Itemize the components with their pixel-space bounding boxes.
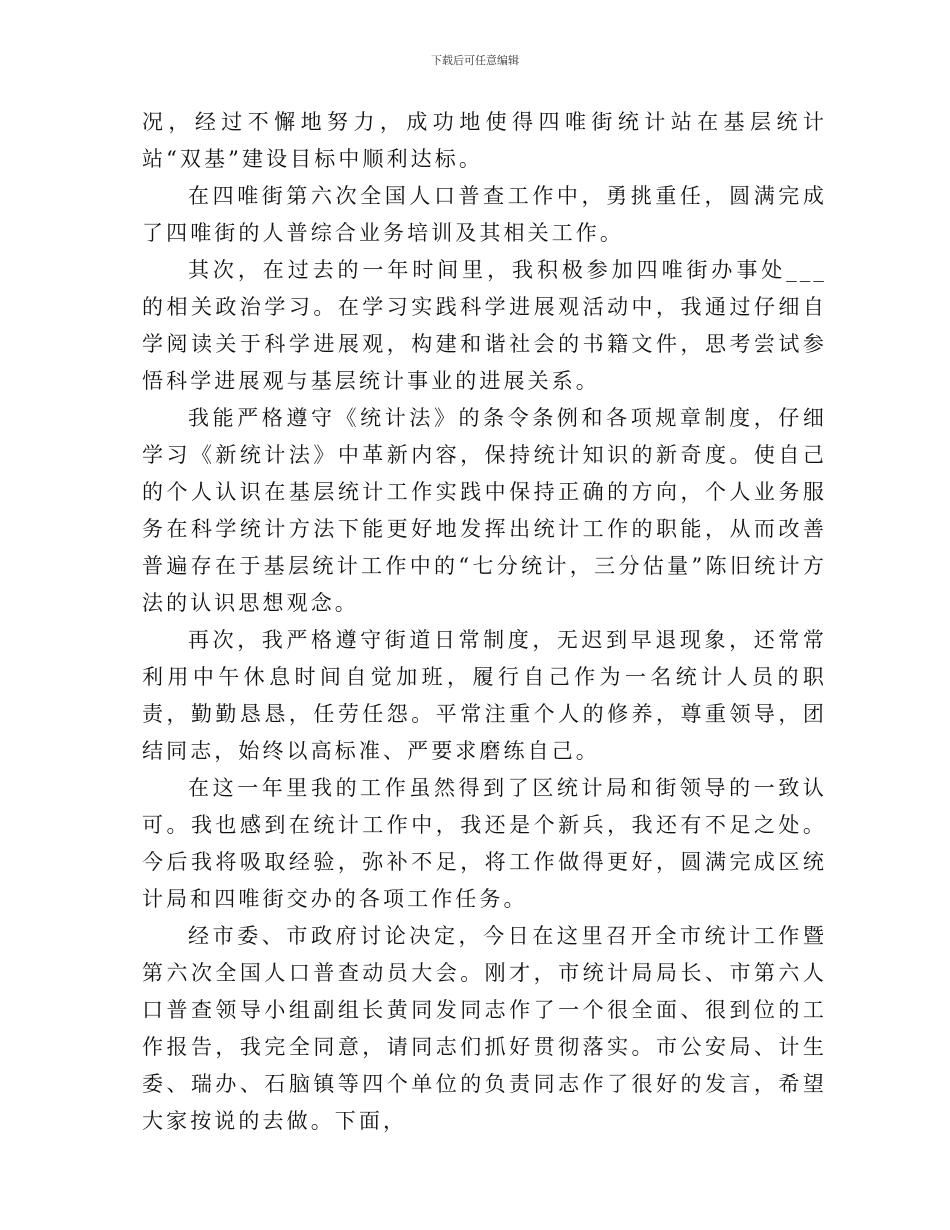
paragraph-census-work: 在四唯街第六次全国人口普查工作中，勇挑重任，圆满完成了四唯街的人普综合业务培训及其相关工作。 bbox=[142, 184, 827, 245]
paragraph-statistics-law: 我能严格遵守《统计法》的条令条例和各项规章制度，仔细学习《新统计法》中革新内容，保持统计知识的新奇度。使自己的个人认识在基层统计工作实践中保持正确的方向，个人业务服务在科学统计方法下能更好地发挥出统计工作的职能，从而改善普遍存在于基层统计工作中的“七分统计，三分估量”陈旧统计方法的认识思想观念。 bbox=[142, 406, 827, 615]
paragraph-continuation: 况，经过不懈地努力，成功地使得四唯街统计站在基层统计站“双基”建设目标中顺利达标。 bbox=[142, 110, 827, 171]
paragraph-self-assessment: 在这一年里我的工作虽然得到了区统计局和街领导的一致认可。我也感到在统计工作中，我还是个新兵，我还有不足之处。今后我将吸取经验，弥补不足，将工作做得更好，圆满完成区统计局和四唯街交办的各项工作任务。 bbox=[142, 776, 827, 911]
paragraph-discipline: 再次，我严格遵守街道日常制度，无迟到早退现象，还常常利用中午休息时间自觉加班，履行自己作为一名统计人员的职责，勤勤恳恳，任劳任怨。平常注重个人的修养，尊重领导，团结同志，始终以高标准、严要求磨练自己。 bbox=[142, 628, 827, 763]
paragraph-conference-speech: 经市委、市政府讨论决定，今日在这里召开全市统计工作暨第六次全国人口普查动员大会。刚才，市统计局局长、市第六人口普查领导小组副组长黄同发同志作了一个很全面、很到位的工作报告，我完全同意，请同志们抓好贯彻落实。市公安局、计生委、瑞办、石脑镇等四个单位的负责同志作了很好的发言，希望大家按说的去做。下面， bbox=[142, 924, 827, 1133]
paragraph-political-study: 其次，在过去的一年时间里，我积极参加四唯街办事处___的相关政治学习。在学习实践科学进展观活动中，我通过仔细自学阅读关于科学进展观，构建和谐社会的书籍文件，思考尝试参悟科学进展观与基层统计事业的进展关系。 bbox=[142, 258, 827, 393]
page-header: 下载后可任意编辑 bbox=[431, 54, 519, 67]
document-body bbox=[142, 104, 827, 1140]
